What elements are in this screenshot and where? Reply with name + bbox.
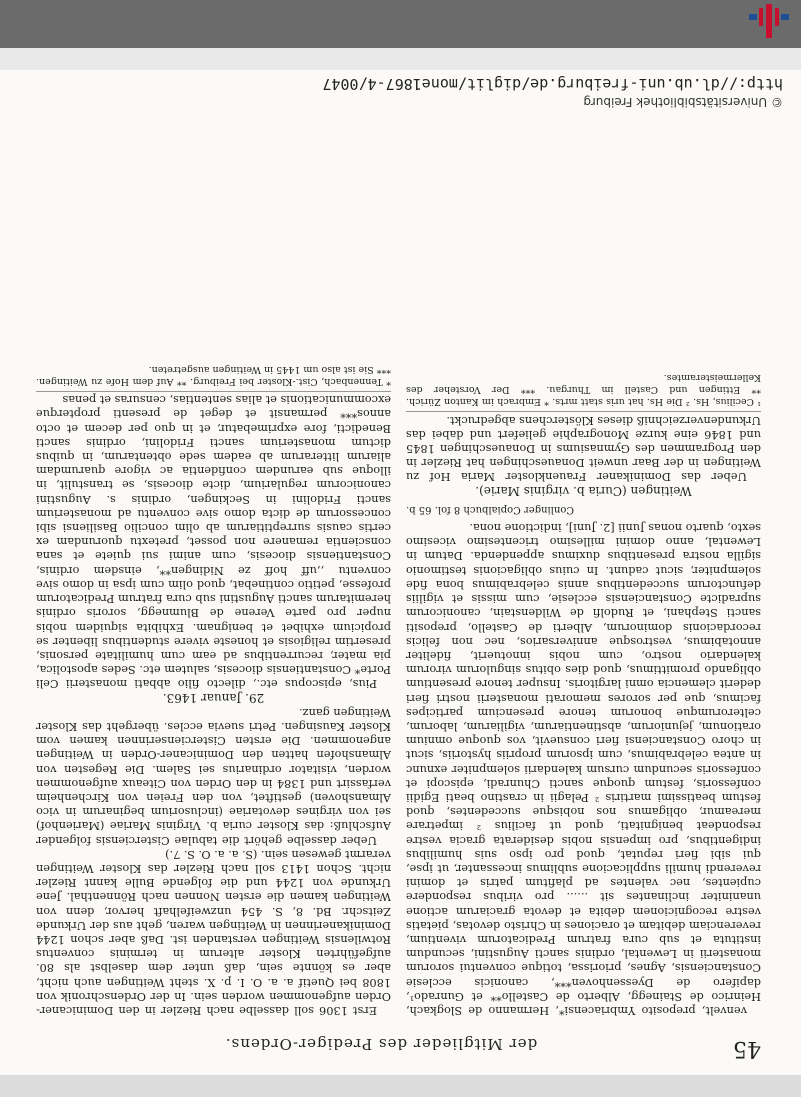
left-column [406, 371, 761, 1017]
bottom-strip [0, 1075, 801, 1097]
right-column [36, 363, 391, 1017]
document-date: 29. Januar 1463. [162, 690, 265, 705]
footnotes-right: * Tennenbach, Cist.-Kloster bei Freiburg. ** Auf dem Hofe zu Weitingen. *** Sie ist also um 1445 in Weitingen ausgetreten. [36, 363, 391, 392]
university-logo [749, 4, 789, 44]
source-note: Conlinger Copialbuch 8 fol. 65 b. [406, 503, 575, 515]
page-upside-down [0, 70, 801, 1075]
copyright-credit: © Universitätsbibliothek Freiburg [583, 95, 783, 109]
history-paragraph-2: Ueber dasselbe gehört die tabulae Cisterciensis folgender Aufschluß: das Kloster curia b. Virginis Mariae (Marienhof) sei von virgines devotariae (inclusorium beginarum in vico Almanshoven) gestiftet, von den Freien von Kirchenheim verfassirt und 1384 in den Orden von Citeaux aufgenommen worden, visitator ordinarius sei Salem. Die Regesten von Almanshofen hatten den Dominicaner-Orden in Weitingen angenommen. Die ersten Cistercienserinnen kamen vom Kloster Kausingen. Petri suevia eccles. übergeht das Kloster Weitingen ganz. [36, 705, 391, 847]
running-head: der Mitglieder des Prediger-Ordens. [224, 1035, 538, 1053]
page-url[interactable]: http://dl.ub.uni-freiburg.de/diglit/mone1867-4/0047 [322, 75, 783, 93]
page-number: 45 [733, 1036, 761, 1061]
viewer-toolbar [0, 0, 801, 48]
footnotes-left: ¹ Cecilius, Hs. ² Die Hs. hat uris statt mrts. * Embrach im Kanton Zürich. ** Ettingen und Castell im Thurgau. *** Der Vorsteher des Kellermeisteramtes. [406, 371, 761, 412]
charter-text: venvelt, preposito Ymbriacensi*, Hermanno de Slogkach, Heinrico de Stainegg, Alberto de Castello** et Gunrado¹, dapifero de Dyessenhoven***, canonicis ecclesie Constanciensis, Agnes, priorissa, totique conventui sororum monasterii in Lewental, ordinis sancti Augustini, secundum instituta et sub cura fratrum Predicatorum viventium, reverenciam debitam et oraciones in Christo devotas, pietatis vestre recognicionem debita et devota graciarum actione unaniniter inclinantes sit ...... pro viribus respondere cupientes, nec valentes ad plafitum patris et domini reverendi humili supplicacione sublimus incessanter, ut ipse, qui sibi fieri reputat, quod pro ipso suis humilibus indigentibus, pro impensis nobis desiderata gracia vestre respondeat benignitati, quod ut facilius ² impetrare mereamur, obligamus nos nobisque succedentes, quod festum beatissimi martiris ² Pelagii in crastino beati Egidii confessoris, festum quoque sancti Chunradi, episcopi et confessoris secundum cursum kalendarii solempniter exnunc in antea celebrabimus, cum ipsorum propriis hystoriis, sicut in choro Constanciensi fieri consuevit, vos quoque omnium orationum, jejuniorum, abstinentiarum, vigiliarum, laborum, celterorumque bonorum tenore presencium participes facimus, que per sorores memorati monasterii nostri fieri dederit clemencia omni largitoris. Insuper tenore presentium obligando promittimus, quod dies obitus singulorum virorum kalendario nostro, cum nobis innotuerit, fideliter annotabimus, vestrosque anniversarios, nec non felicis recordacionis dominorum, Alberti de Castello, prepositi sancti Stephani, et Rudolfi de Wildenstain, canonicorum supradicte Constanciensis ecclesie, cum missis et vigiliis defunctorum succedentibus annis celebrabimus bona fide solempniter, sicut cadunt. In cuius obligacionis testimonio sigilla nostra presentibus duximus appendenda. Datum in Lewental, anno domini millesimo tricentesimo vicesimo sexto, quarto nonas Junii [2. Juni], indictione nona. [406, 521, 761, 1017]
section-intro: Ueber das Dominikaner Frauenkloster Maria Hof zu Weitingen in der Baar unweit Donaueschingen hat Riezler in den Programmen des Gymnasiums in Donaueschingen 1845 und 1846 eine kurze Monographie geliefert und dabei das Urkundenverzeichniß dieses Klösterchens abgedruckt. [406, 413, 761, 484]
url-strip [0, 48, 801, 70]
scanned-page [0, 70, 801, 1075]
section-heading: Weitingen (Curia b. virginis Marie). [475, 483, 692, 498]
history-paragraph-1: Erst 1306 soll dasselbe nach Riezler in den Dominicaner-Orden aufgenommen worden sein. In der Ordenschronik von 1808 bei Quetif a. a. O. I. p. X. steht Weitingen auch nicht, aber es könnte sein, daß unter dem daselbst als 80. aufgeführten Kloster alterum in terminis conventus Rotwilensis Weitingen verstanden ist. Daß aber schon 1244 Dominikanerinnen in Weitingen waren, geht aus der Urkunde Zeitschr. Bd. 8, S. 454 unzweifelhaft hervor, denn von Weitingen kamen die ersten Nonnen nach Rönnenthal. Jene Urkunde von 1244 und die folgende Bulle kannt Riezler nicht. Schon 1413 soll nach Riezler das Kloster Weitingen verarmt gewesen sein. (S. a. a. O. S. 7.) [36, 847, 391, 1017]
bull-text: Pius, episcopus etc., dilecto filio abbati monasterii Celi Porte* Constantiensis diocesis, salutem etc. Sedes apostolica, pia mater, recurrentibus ad eam cum humilitate personis, presertim religiosis et honeste vivere studentibus libenter se propicium exhibet et benignam. Exhibita siquidem nobis nuper pro parte Verene de Blumnegg, sororis ordinis heremitarum sancti Augustini sub cura fratrum Predicatorum professe, petitio continebat, quod olim cum ipsa in domo sive conventu ,,uff hoff ze Nidingen**, einsdem ordinis, Constantiensis diocesis, cum animi sui quiete et sana conscientia remanere non posset, pretextu quorundam ex certis causis surreptitiarum ab olim concilio Basiliensi sibi concessorum de dicta domo sive conventu ad monasterium sancti Fridolini in Seckingen, ordinis s. Augustini canonicorum regularium, dicte diocesis, se transtulit, in illoque sub earundem confidentia ac vigore quarumdam aliarum litterarum ab eadem sede obtentarum, in quibus dictum monasterium sancti Fridolini, ordinis sancti Benedicti, fore exprimebatur, et in quo per decem et octo annos*** permansit et deget de presenti propterque excommunicationis et alias sententias, censuras et penas [36, 393, 391, 691]
